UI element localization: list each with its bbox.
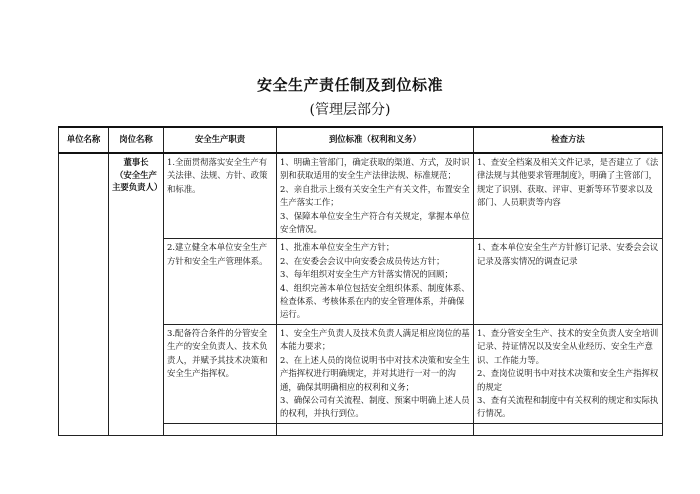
header-safety-duty: 安全生产职责 (164, 127, 277, 153)
standard-item: 2、亲自批示上级有关安全生产有关文件，布置安全生产落实工作； (280, 183, 470, 208)
standard-item: 4、组织完善本单位包括安全组织体系、制度体系、检查体系、考核体系在内的安全管理体系，并确保运行。 (280, 282, 470, 320)
duty-cell: 1.全面贯彻落实安全生产有关法律、法规、方针、政策和标准。 (164, 153, 277, 239)
standard-cell-empty (277, 423, 474, 435)
check-cell (474, 239, 663, 324)
check-cell (474, 324, 663, 423)
standard-cell (277, 324, 474, 423)
header-standard: 到位标准（权利和义务） (277, 127, 474, 153)
standard-item: 1、批准本单位安全生产方针； (280, 242, 395, 253)
standard-cell (277, 153, 474, 239)
duty-cell: 2.建立健全本单位安全生产方针和安全生产管理体系。 (164, 239, 277, 324)
check-cell-empty (474, 423, 663, 435)
responsibility-table (58, 126, 663, 436)
document-title: 安全生产责任制及到位标准 (256, 76, 443, 94)
standard-item: 1、明确主管部门，确定获取的渠道、方式，及时识别和获取适用的安全生产法律法规、标准规范； (280, 157, 470, 181)
standard-item: 3、保障本单位安全生产符合有关规定，掌握本单位安全情况。 (280, 210, 470, 235)
check-item: 1、查分管安全生产、技术的安全负责人安全培训记录、持证情况以及安全从业经历、安全生产意识、工作能力等。 (477, 327, 659, 365)
check-item: 1、查本单位安全生产方针修订记录、安委会会议记录及落实情况的调查记录 (477, 242, 659, 266)
standard-cell (277, 239, 474, 324)
document-subtitle: (管理层部分) (309, 102, 391, 118)
table-header-row (59, 127, 663, 153)
position-description: （安全生产主要负责人） (112, 169, 163, 192)
header-check-method: 检查方法 (474, 127, 663, 153)
table-row (59, 153, 663, 239)
standard-item: 2、在安委会会议中向安委会成员传达方针； (280, 255, 445, 266)
duty-cell-empty (164, 423, 277, 435)
standard-item: 1、安全生产负责人及技术负责人满足相应岗位的基本能力要求； (280, 327, 470, 352)
check-cell (474, 153, 663, 239)
unit-name-cell (59, 153, 109, 435)
standard-item: 3、确保公司有关流程、制度、预案中明确上述人员的权利，并执行到位。 (280, 394, 470, 419)
check-item: 2、查岗位说明书中对技术决策和安全生产指挥权的规定 (477, 368, 659, 392)
duty-cell: 3.配备符合条件的分管安全生产的安全负责人、技术负责人，并赋予其技术决策和安全生产指挥权。 (164, 324, 277, 423)
standard-item: 3、每年组织对安全生产方针落实情况的回顾； (280, 269, 453, 280)
header-position-name: 岗位名称 (109, 127, 164, 153)
standard-item: 2、在上述人员的岗位说明书中对技术决策和安全生产指挥权进行明确规定，并对其进行一对一的沟通，确保其明确相应的权利和义务； (280, 354, 470, 392)
check-item: 1、查安全档案及相关文件记录，是否建立了《法律法规与其他要求管理制度》，明确了主管部门，规定了识别、获取、评审、更新等环节要求以及部门、人员职责等内容 (477, 157, 659, 208)
position-title: 董事长 (123, 157, 149, 167)
check-item: 3、查有关流程和制度中有关权利的规定和实际执行情况。 (477, 394, 659, 419)
position-cell (109, 153, 164, 435)
header-unit-name: 单位名称 (59, 127, 109, 153)
